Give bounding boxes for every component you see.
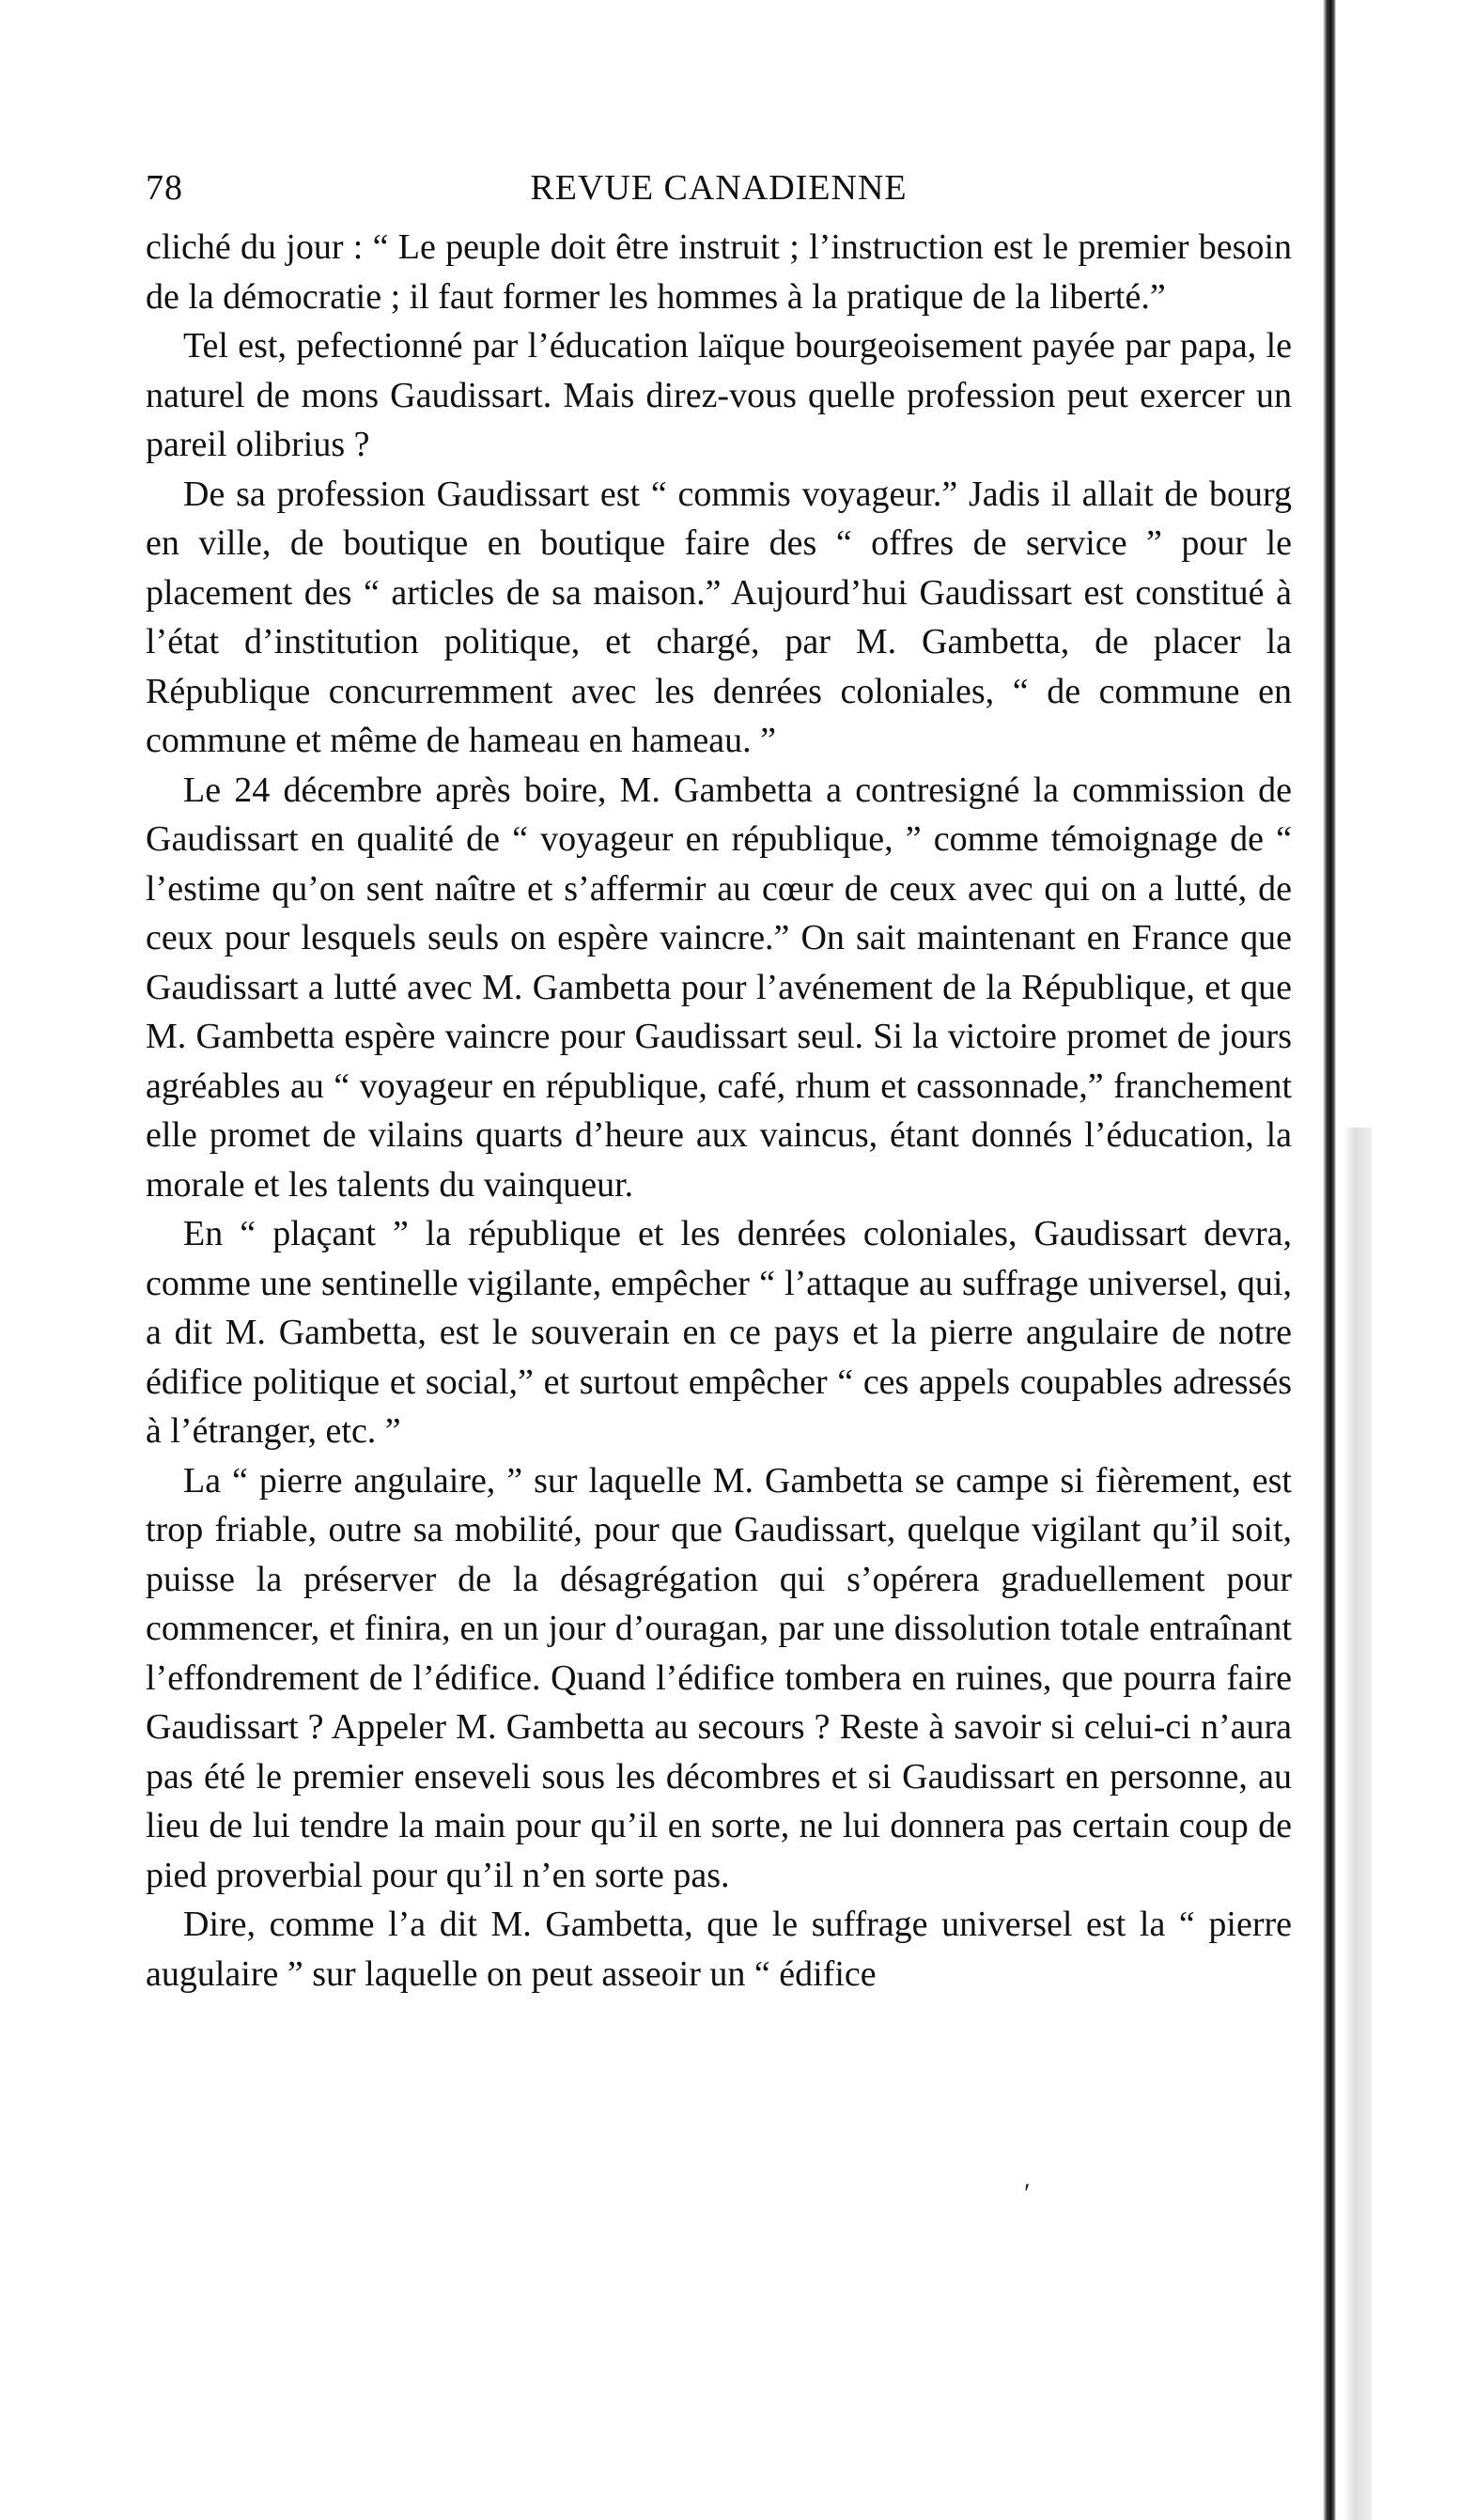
paragraph: En “ plaçant ” la république et les denrées coloniales, Gaudissart devra, comme une sentinelle vigilante, empêcher “ l’attaque au suffrage universel, qui, a dit M. Gambetta, est le souverain en ce pays et la pierre angulaire de notre édifice politique et social,” et surtout empêcher “ ces appels coupables adressés à l’étranger, etc. ” [146, 1214, 1292, 1451]
article-body [146, 223, 1292, 1999]
page-binding-edge [1323, 0, 1336, 2520]
paragraph: Le 24 décembre après boire, M. Gambetta a contresigné la commission de Gaudissart en qualité de “ voyageur en république, ” comme témoignage de “ l’estime qu’on sent naître et s’affermir au cœur de ceux avec qui on a lutté, de ceux pour lesquels seuls on espère vaincre.” On sait maintenant en France que Gaudissart a lutté avec M. Gambetta pour l’avénement de la République, et que M. Gambetta espère vaincre pour Gaudissart seul. Si la victoire promet de jours agréables au “ voyageur en république, café, rhum et cassonnade,” franchement elle promet de vilains quarts d’heure aux vaincus, étant donnés l’éducation, la morale et les talents du vainqueur. [146, 770, 1292, 1205]
ink-speck: ′ [1024, 2178, 1031, 2209]
paragraph: Dire, comme l’a dit M. Gambetta, que le suffrage universel est la “ pierre augulaire ” sur laquelle on peut asseoir un “ édifice [146, 1905, 1292, 1994]
running-head [146, 164, 1292, 211]
journal-title: REVUE CANADIENNE [530, 168, 908, 208]
document-page [146, 164, 1292, 1999]
paragraph: Tel est, pefectionné par l’éducation laïque bourgeoisement payée par papa, le naturel de mons Gaudissart. Mais direz-vous quelle profession peut exercer un pareil olibrius ? [146, 326, 1292, 464]
paragraph: De sa profession Gaudissart est “ commis voyageur.” Jadis il allait de bourg en ville, de boutique en boutique faire des “ offres de service ” pour le placement des “ articles de sa maison.” Aujourd’hui Gaudissart est constitué à l’état d’institution politique, et chargé, par M. Gambetta, de placer la République concurremment avec les denrées coloniales, “ de commune en commune et même de hameau en hameau. ” [146, 474, 1292, 760]
paragraph-continuation: cliché du jour : “ Le peuple doit être instruit ; l’instruction est le premier besoin de la démocratie ; il faut former les hommes à la pratique de la liberté.” [146, 227, 1292, 317]
page-edge-shadow [1344, 1128, 1372, 2520]
page-number: 78 [146, 168, 183, 208]
paragraph: La “ pierre angulaire, ” sur laquelle M. Gambetta se campe si fièrement, est trop friable, outre sa mobilité, pour que Gaudissart, quelque vigilant qu’il soit, puisse la préserver de la désagrégation qui s’opérera graduellement pour commencer, et finira, en un jour d’ouragan, par une dissolution totale entraînant l’effondrement de l’édifice. Quand l’édifice tombera en ruines, que pourra faire Gaudissart ? Appeler M. Gambetta au secours ? Reste à savoir si celui-ci n’aura pas été le premier enseveli sous les décombres et si Gaudissart en personne, au lieu de lui tendre la main pour qu’il en sorte, ne lui donnera pas certain coup de pied proverbial pour qu’il n’en sorte pas. [146, 1460, 1292, 1895]
